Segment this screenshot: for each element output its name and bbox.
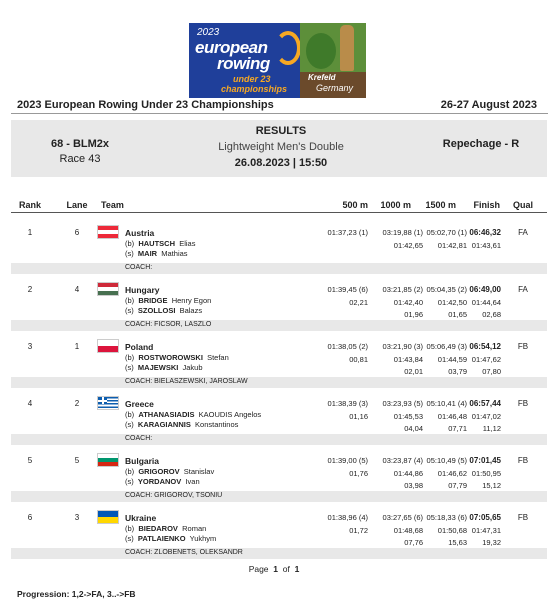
qualification-cell: FB [517,342,529,351]
coach-bar [11,491,547,502]
greece-flag [97,396,119,410]
crew-stroke [125,477,200,486]
delta-500m: 00,81 [349,355,368,364]
crew-surname: ATHANASIADIS [138,410,195,419]
finish-time: 07:05,65 [469,513,501,522]
diff-1500m: 07,71 [448,424,467,433]
diff-finish: 19,32 [482,538,501,547]
crew-bow [125,353,229,362]
col-team-header: Team [101,200,124,210]
crew-firstname: Henry Egon [171,296,212,305]
diff-1000m: 01,96 [404,310,423,319]
diff-finish: 15,12 [482,481,501,490]
lane-cell: 6 [74,228,80,237]
country-name: Ukraine [125,513,157,523]
col-500m-header: 500 m [342,200,368,210]
split-500m: 01:37,23 (1) [327,228,368,237]
delta-finish: 01:47,02 [471,412,501,421]
crew-firstname: Yukhym [189,534,217,543]
event-info-panel [11,120,547,177]
round-name: Repechage - R [442,138,520,150]
logo-city: Krefeld [308,73,336,82]
split-500m: 01:38,96 (4) [327,513,368,522]
crew-surname: HAUTSCH [138,239,176,248]
crew-position: (b) [125,239,135,248]
race-number: Race 43 [59,153,101,165]
crew-firstname: Balazs [179,306,203,315]
delta-1500m: 01:44,59 [437,355,467,364]
delta-1000m: 01:42,65 [393,241,423,250]
lane-cell: 2 [74,399,80,408]
delta-1500m: 01:42,50 [437,298,467,307]
delta-finish: 01:44,64 [471,298,501,307]
table-row [11,279,547,336]
logo-line-under23: under 23 [233,74,271,84]
coach-name: COACH: FICSOR, LASZLO [125,321,212,328]
page-indicator [0,564,548,574]
crew-surname: SZOLLOSI [137,306,176,315]
crew-firstname: Stanislav [183,467,215,476]
lane-cell: 1 [74,342,80,351]
results-heading: RESULTS [255,125,307,137]
crew-position: (b) [125,353,135,362]
crew-position: (b) [125,410,135,419]
page-total: 1 [294,564,300,574]
diff-finish: 02,68 [482,310,501,319]
logo-country: Germany [316,83,354,93]
crew-bow [125,296,211,305]
table-row [11,450,547,507]
split-1000m: 03:19,88 (1) [382,228,423,237]
coach-bar [11,548,547,559]
championship-logo [189,23,366,98]
col-rank-header: Rank [18,200,41,210]
rank-cell: 1 [27,228,33,237]
split-1000m: 03:23,87 (4) [382,456,423,465]
delta-1000m: 01:42,40 [393,298,423,307]
delta-finish: 01:43,61 [471,241,501,250]
crew-firstname: Jakub [182,363,203,372]
rank-cell: 4 [27,399,33,408]
coach-bar [11,377,547,388]
coach-bar [11,434,547,445]
qualification-cell: FA [518,228,528,237]
split-500m: 01:39,45 (6) [327,285,368,294]
diff-finish: 07,80 [482,367,501,376]
crew-surname: BRIDGE [138,296,168,305]
crew-bow [125,524,206,533]
qualification-cell: FB [517,399,529,408]
progression-rule: Progression: 1,2->FA, 3..->FB [17,589,136,599]
delta-500m: 01,76 [349,469,368,478]
crew-firstname: Mathias [161,249,188,258]
col-1000m-header: 1000 m [380,200,411,210]
diff-1000m: 07,76 [404,538,423,547]
diff-1000m: 03,98 [404,481,423,490]
logo-line-european: european [195,38,268,57]
diff-finish: 11,12 [482,424,501,433]
delta-500m: 01,72 [349,526,368,535]
country-name: Poland [125,342,154,352]
split-1500m: 05:10,49 (5) [426,456,467,465]
country-name: Bulgaria [125,456,160,466]
crew-position: (s) [125,363,134,372]
championship-title: 2023 European Rowing Under 23 Championships [17,99,274,111]
coach-name: COACH: BIELASZEWSKI, JAROSLAW [125,378,248,385]
split-1000m: 03:23,93 (5) [382,399,423,408]
crew-position: (s) [125,249,134,258]
split-500m: 01:39,00 (5) [327,456,368,465]
crew-surname: MAJEWSKI [137,363,179,372]
qualification-cell: FB [517,456,529,465]
finish-time: 06:54,12 [469,342,501,351]
rank-cell: 5 [27,456,33,465]
page-of-label: of [282,564,290,574]
delta-500m: 02,21 [349,298,368,307]
delta-1000m: 01:43,84 [393,355,423,364]
poland-flag [97,339,119,353]
coach-bar [11,320,547,331]
hungary-flag [97,282,119,296]
page-number: 1 [273,564,279,574]
crew-bow [125,467,214,476]
finish-time: 06:57,44 [469,399,501,408]
rank-cell: 3 [27,342,33,351]
boat-class: Lightweight Men's Double [218,141,344,153]
col-1500m-header: 1500 m [425,200,456,210]
lane-cell: 3 [74,513,80,522]
lane-cell: 5 [74,456,80,465]
table-row [11,507,547,564]
split-1500m: 05:18,33 (6) [426,513,467,522]
crew-firstname: Konstantinos [195,420,239,429]
delta-1000m: 01:48,68 [393,526,423,535]
logo-ring-icon [275,31,301,65]
coach-name: COACH: GRIGOROV, TSONIU [125,492,223,499]
crew-position: (s) [125,477,134,486]
diff-1500m: 03,79 [448,367,467,376]
championship-dates: 26-27 August 2023 [440,99,537,111]
austria-flag [97,225,119,239]
delta-1500m: 01:50,68 [437,526,467,535]
coach-name: COACH: [125,435,153,442]
crew-position: (s) [125,420,134,429]
finish-time: 06:49,00 [469,285,501,294]
crew-firstname: Roman [182,524,207,533]
split-1000m: 03:21,90 (3) [382,342,423,351]
delta-1000m: 01:44,86 [393,469,423,478]
delta-500m: 01,16 [349,412,368,421]
crew-stroke [125,420,238,429]
crew-stroke [125,249,188,258]
diff-1500m: 01,65 [448,310,467,319]
crew-position: (b) [125,524,135,533]
crew-firstname: Stefan [207,353,229,362]
ukraine-flag [97,510,119,524]
country-name: Greece [125,399,154,409]
split-1500m: 05:02,70 (1) [426,228,467,237]
crew-stroke [125,306,202,315]
finish-time: 06:46,32 [469,228,501,237]
rank-cell: 2 [27,285,33,294]
table-row [11,222,547,279]
diff-1500m: 15,63 [448,538,467,547]
split-1000m: 03:21,85 (2) [382,285,423,294]
crew-surname: ROSTWOROWSKI [138,353,203,362]
delta-finish: 01:47,31 [471,526,501,535]
table-row [11,336,547,393]
page-label: Page [248,564,269,574]
crew-position: (s) [125,306,134,315]
crew-firstname: Ivan [185,477,200,486]
crew-surname: YORDANOV [137,477,182,486]
coach-bar [11,263,547,274]
logo-statue-image [300,23,366,98]
bulgaria-flag [97,453,119,467]
finish-time: 07:01,45 [469,456,501,465]
country-name: Hungary [125,285,160,295]
delta-1000m: 01:45,53 [393,412,423,421]
header-divider [11,113,548,114]
crew-stroke [125,534,216,543]
col-qual-header: Qual [512,200,533,210]
col-finish-header: Finish [473,200,500,210]
delta-finish: 01:47,62 [471,355,501,364]
crew-surname: KARAGIANNIS [137,420,191,429]
crew-firstname: Elias [179,239,196,248]
crew-bow [125,239,195,248]
logo-year: 2023 [197,27,220,38]
crew-position: (b) [125,296,135,305]
split-500m: 01:38,39 (3) [327,399,368,408]
split-1500m: 05:10,41 (4) [426,399,467,408]
race-datetime: 26.08.2023 | 15:50 [234,157,328,169]
lane-cell: 4 [74,285,80,294]
country-name: Austria [125,228,155,238]
split-1500m: 05:04,35 (2) [426,285,467,294]
crew-position: (b) [125,467,135,476]
delta-1500m: 01:46,62 [437,469,467,478]
logo-line-rowing: rowing [217,54,270,73]
split-500m: 01:38,05 (2) [327,342,368,351]
delta-1500m: 01:46,48 [437,412,467,421]
header-row-divider [11,212,547,213]
delta-finish: 01:50,95 [471,469,501,478]
qualification-cell: FB [517,513,529,522]
rank-cell: 6 [27,513,33,522]
diff-1000m: 04,04 [404,424,423,433]
crew-surname: GRIGOROV [138,467,180,476]
split-1000m: 03:27,65 (6) [382,513,423,522]
crew-firstname: KAOUDIS Angelos [198,410,262,419]
diff-1500m: 07,79 [448,481,467,490]
table-row [11,393,547,450]
diff-1000m: 02,01 [404,367,423,376]
coach-name: COACH: ZLOBENETS, OLEKSANDR [125,549,243,556]
split-1500m: 05:06,49 (3) [426,342,467,351]
crew-surname: MAIR [137,249,158,258]
logo-line-championships: championships [221,84,288,94]
event-code: 68 - BLM2x [50,138,110,150]
crew-surname: PATLAIENKO [137,534,186,543]
delta-1500m: 01:42,81 [437,241,467,250]
crew-bow [125,410,261,419]
crew-surname: BIEDAROV [138,524,178,533]
crew-stroke [125,363,203,372]
coach-name: COACH: [125,264,153,271]
qualification-cell: FA [518,285,528,294]
crew-position: (s) [125,534,134,543]
col-lane-header: Lane [66,200,88,210]
